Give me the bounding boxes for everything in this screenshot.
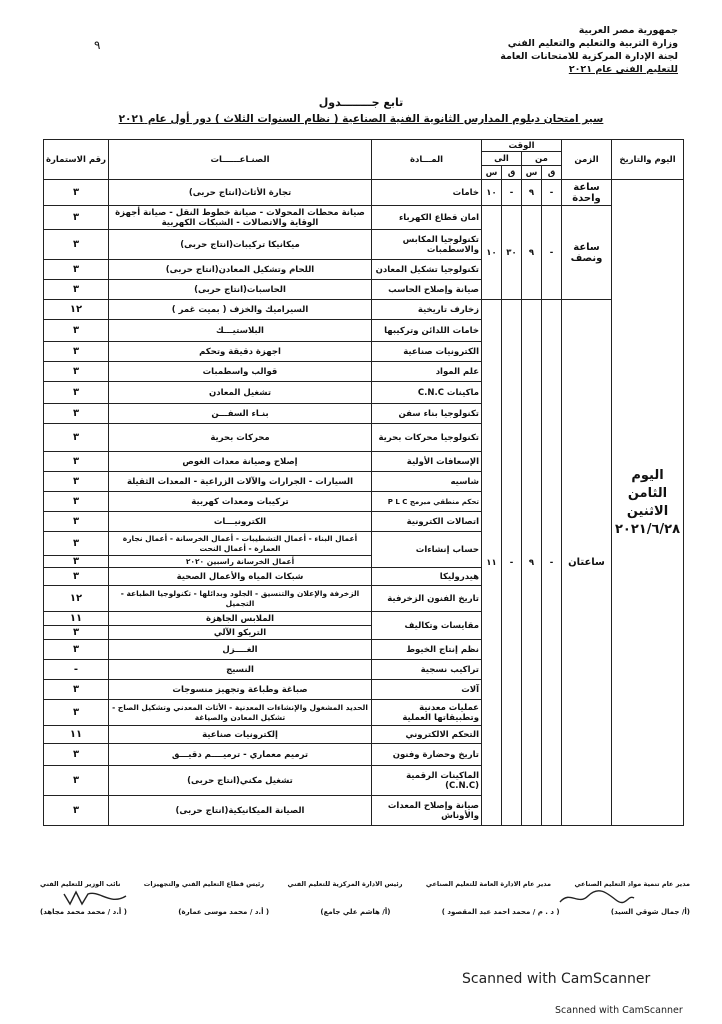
ministry-header (500, 24, 678, 76)
subject-cell: خامات اللدائن وتركيبها (372, 320, 482, 342)
signature-title: نائب الوزير للتعليم الفني (40, 880, 121, 888)
industry-cell: شبكات المياه والأعمال الصحية (109, 568, 372, 586)
signature-name: ( أ.د / محمد محمد مجاهد) (40, 908, 127, 916)
subject-cell: تاريخ الفنون الزخرفية (372, 586, 482, 612)
industry-cell: إصلاح وصيانة معدات الغوص (109, 452, 372, 472)
form-number-cell: ٣ (44, 280, 109, 300)
industry-cell: قوالب واسطمبات (109, 362, 372, 382)
form-number-cell: ٣ (44, 320, 109, 342)
form-number-cell: ٣ (44, 766, 109, 796)
subject-cell: تراكيب نسجية (372, 660, 482, 680)
to-s: ١١ (482, 300, 502, 826)
form-number-cell: ٣ (44, 744, 109, 766)
signature-title: مدير عام الادارة العامة للتعليم الصناعي (425, 880, 552, 888)
subject-cell: تكنولوجيا المكابس والاسطمبات (372, 230, 482, 260)
page-number: ٩ (94, 38, 101, 52)
industry-cell: تشغيل المعادن (109, 382, 372, 404)
signature-name: (أ/ جمال شوقي السيد) (610, 908, 690, 916)
form-number-cell: ٣ (44, 796, 109, 826)
form-number-cell: ١١ (44, 726, 109, 744)
subject-cell: شاسيه (372, 472, 482, 492)
form-number-cell: ٣ (44, 568, 109, 586)
subject-cell: ماكينات C.N.C (372, 382, 482, 404)
from-s: ٩ (522, 300, 542, 826)
to-s: ١٠ (482, 206, 502, 300)
header-to: الى (482, 152, 522, 166)
industry-cell: التريكو الآلي (109, 626, 372, 640)
form-number-cell: ٣ (44, 452, 109, 472)
form-number-cell: ٣ (44, 700, 109, 726)
subject-cell: تكنولوجيا تشكيل المعادن (372, 260, 482, 280)
subject-cell: عمليات معدنية وتطبيقاتها العملية (372, 700, 482, 726)
exam-schedule-table (43, 139, 684, 826)
handwritten-signature (60, 888, 130, 908)
industry-cell: الكترونيـــات (109, 512, 372, 532)
subject-cell: زخارف تاريخية (372, 300, 482, 320)
industry-cell: ترميم معماري - ترميــــم دقيـــق (109, 744, 372, 766)
signature-title: رئيس قطاع التعليم الفني والتجهيزات (143, 880, 265, 888)
header-form-number: رقم الاستمارة (44, 140, 109, 180)
form-number-cell: ٣ (44, 362, 109, 382)
form-number-cell: ١٢ (44, 586, 109, 612)
subject-cell: آلات (372, 680, 482, 700)
form-number-cell: ٣ (44, 230, 109, 260)
subject-cell: نظم إنتاج الخيوط (372, 640, 482, 660)
scanner-watermark-small: Scanned with CamScanner (555, 1005, 683, 1016)
form-number-cell: ٣ (44, 404, 109, 424)
header-to-q: ق (502, 166, 522, 180)
subject-cell: تحكم منطقي مبرمج P L C (372, 492, 482, 512)
subject-cell: خامات (372, 180, 482, 206)
subject-cell: الكترونيات صناعية (372, 342, 482, 362)
header-time: الوقت (482, 140, 562, 152)
form-number-cell: ٣ (44, 382, 109, 404)
industry-cell: الزخرفة والإعلان والتنسيق - الجلود وبدائلها - تكنولوجيا الطباعة - التجميل (109, 586, 372, 612)
industry-cell: اللحام وتشكيل المعادن(انتاج حربى) (109, 260, 372, 280)
industry-cell: تركيبات ومعدات كهربية (109, 492, 372, 512)
form-number-cell: ٣ (44, 180, 109, 206)
industry-cell: بنـاء السفـــن (109, 404, 372, 424)
subject-cell: صيانة وإصلاح الحاسب (372, 280, 482, 300)
form-number-cell: ٣ (44, 424, 109, 452)
industry-cell: صباغة وطباعة وتجهيز منسوجات (109, 680, 372, 700)
subject-cell: حساب إنشاءات (372, 532, 482, 568)
header-line: لجنة الإدارة المركزية للامتحانات العامة (500, 51, 678, 62)
subject-cell: صيانة وإصلاح المعدات والأوناش (372, 796, 482, 826)
header-from-q: ق (542, 166, 562, 180)
header-from: من (522, 152, 562, 166)
header-line: للتعليم الفني عام ٢٠٢١ (568, 64, 678, 75)
form-number-cell: ١١ (44, 612, 109, 626)
form-number-cell: ٣ (44, 626, 109, 640)
industry-cell: صيانة محطات المحولات - صيانة خطوط النقل - صيانة أجهزة الوقاية والاتصالات - الشبكات الكهربية (109, 206, 372, 230)
subject-cell: امان قطاع الكهرباء (372, 206, 482, 230)
industry-cell: تشغيل مكني(انتاج حربى) (109, 766, 372, 796)
subject-cell: اتصالات الكترونية (372, 512, 482, 532)
subject-cell: مقايسات وتكاليف (372, 612, 482, 640)
subject-cell: علم المواد (372, 362, 482, 382)
form-number-cell: ٣ (44, 342, 109, 362)
duration-cell: ساعة واحدة (562, 180, 612, 206)
header-industries: الصنـاعــــــات (109, 140, 372, 180)
signature-names (40, 908, 690, 916)
header-line: جمهورية مصر العربية (578, 25, 678, 36)
table-continuation-title: تابع جــــــــدول (318, 96, 404, 109)
header-line: وزارة التربية والتعليم والتعليم الفني (507, 38, 678, 49)
industry-cell: محركات بحرية (109, 424, 372, 452)
signature-name: (أ/ هاشم علي جامع) (320, 908, 391, 916)
from-s: ٩ (522, 206, 542, 300)
form-number-cell: ٣ (44, 472, 109, 492)
signature-name: ( أ.د / محمد موسى عمارة) (178, 908, 270, 916)
form-number-cell: ٣ (44, 532, 109, 556)
form-number-cell: ٣ (44, 206, 109, 230)
duration-cell: ساعتان (562, 300, 612, 826)
industry-cell: ميكانيكا تركيبات(انتاج حربى) (109, 230, 372, 260)
header-subject: المـــادة (372, 140, 482, 180)
from-q: - (542, 206, 562, 300)
form-number-cell: ٣ (44, 680, 109, 700)
day-cell: اليوم الثامن الاثنين ٢٠٢١/٦/٢٨ (612, 180, 684, 826)
form-number-cell: ٣ (44, 492, 109, 512)
form-number-cell: ١٢ (44, 300, 109, 320)
industry-cell: السيراميك والخزف ( بميت غمر ) (109, 300, 372, 320)
industry-cell: الغــــزل (109, 640, 372, 660)
subject-cell: تكنولوجيا محركات بحرية (372, 424, 482, 452)
from-s: ٩ (522, 180, 542, 206)
industry-cell: أعمال البناء - أعمال التشطيبات - أعمال الخرسانة - أعمال نجارة العمارة - أعمال النحت (109, 532, 372, 556)
form-number-cell: ٣ (44, 260, 109, 280)
signature-titles (40, 880, 690, 888)
exam-schedule-title: سير امتحان دبلوم المدارس الثانوية الفنية الصناعية ( نظام السنوات الثلاث ) دور أول عام ٢٠٢١ (118, 113, 604, 125)
header-day: اليوم والتاريخ (612, 140, 684, 180)
header-duration: الزمن (562, 140, 612, 180)
subject-cell: تكنولوجيا بناء سفن (372, 404, 482, 424)
to-q: ٣٠ (502, 206, 522, 300)
to-q: - (502, 300, 522, 826)
industry-cell: السيارات - الجرارات والآلات الزراعية - المعدات الثقيلة (109, 472, 372, 492)
industry-cell: اجهزة دقيقة وتحكم (109, 342, 372, 362)
form-number-cell: ٣ (44, 640, 109, 660)
industry-cell: الصيانة الميكانيكية(انتاج حربى) (109, 796, 372, 826)
subject-cell: تاريخ وحضارة وفنون (372, 744, 482, 766)
industry-cell: البلاستيـــك (109, 320, 372, 342)
header-from-s: س (522, 166, 542, 180)
industry-cell: تجارة الأثاث(انتاج حربى) (109, 180, 372, 206)
scanner-watermark-large: Scanned with CamScanner (462, 971, 651, 987)
subject-cell: الماكينات الرقمية (C.N.C) (372, 766, 482, 796)
signature-title: رئيس الادارة المركزية للتعليم الفني (287, 880, 403, 888)
handwritten-signature (556, 888, 636, 908)
industry-cell: النسيج (109, 660, 372, 680)
form-number-cell: ٣ (44, 512, 109, 532)
form-number-cell: ٣ (44, 556, 109, 568)
to-s: ١٠ (482, 180, 502, 206)
duration-cell: ساعة ونصف (562, 206, 612, 300)
industry-cell: الحاسبات(انتاج حربى) (109, 280, 372, 300)
signature-title: مدير عام تنمية مواد التعليم الصناعي (574, 880, 690, 888)
form-number-cell: - (44, 660, 109, 680)
subject-cell: التحكم الالكتروني (372, 726, 482, 744)
from-q: - (542, 180, 562, 206)
from-q: - (542, 300, 562, 826)
header-to-s: س (482, 166, 502, 180)
subject-cell: هيدروليكا (372, 568, 482, 586)
subject-cell: الإسعافات الأولية (372, 452, 482, 472)
industry-cell: الملابس الجاهزة (109, 612, 372, 626)
industry-cell: إلكترونيات صناعية (109, 726, 372, 744)
industry-cell: الحديد المشغول والإنشاءات المعدنية - الأثاث المعدني وتشكيل الصاج - تشكيل المعادن والصياغة (109, 700, 372, 726)
to-q: - (502, 180, 522, 206)
signature-name: ( د . م / محمد احمد عبد المقصود ) (441, 908, 560, 916)
industry-cell: أعمال الخرسانة راسبين ٢٠٢٠ (109, 556, 372, 568)
